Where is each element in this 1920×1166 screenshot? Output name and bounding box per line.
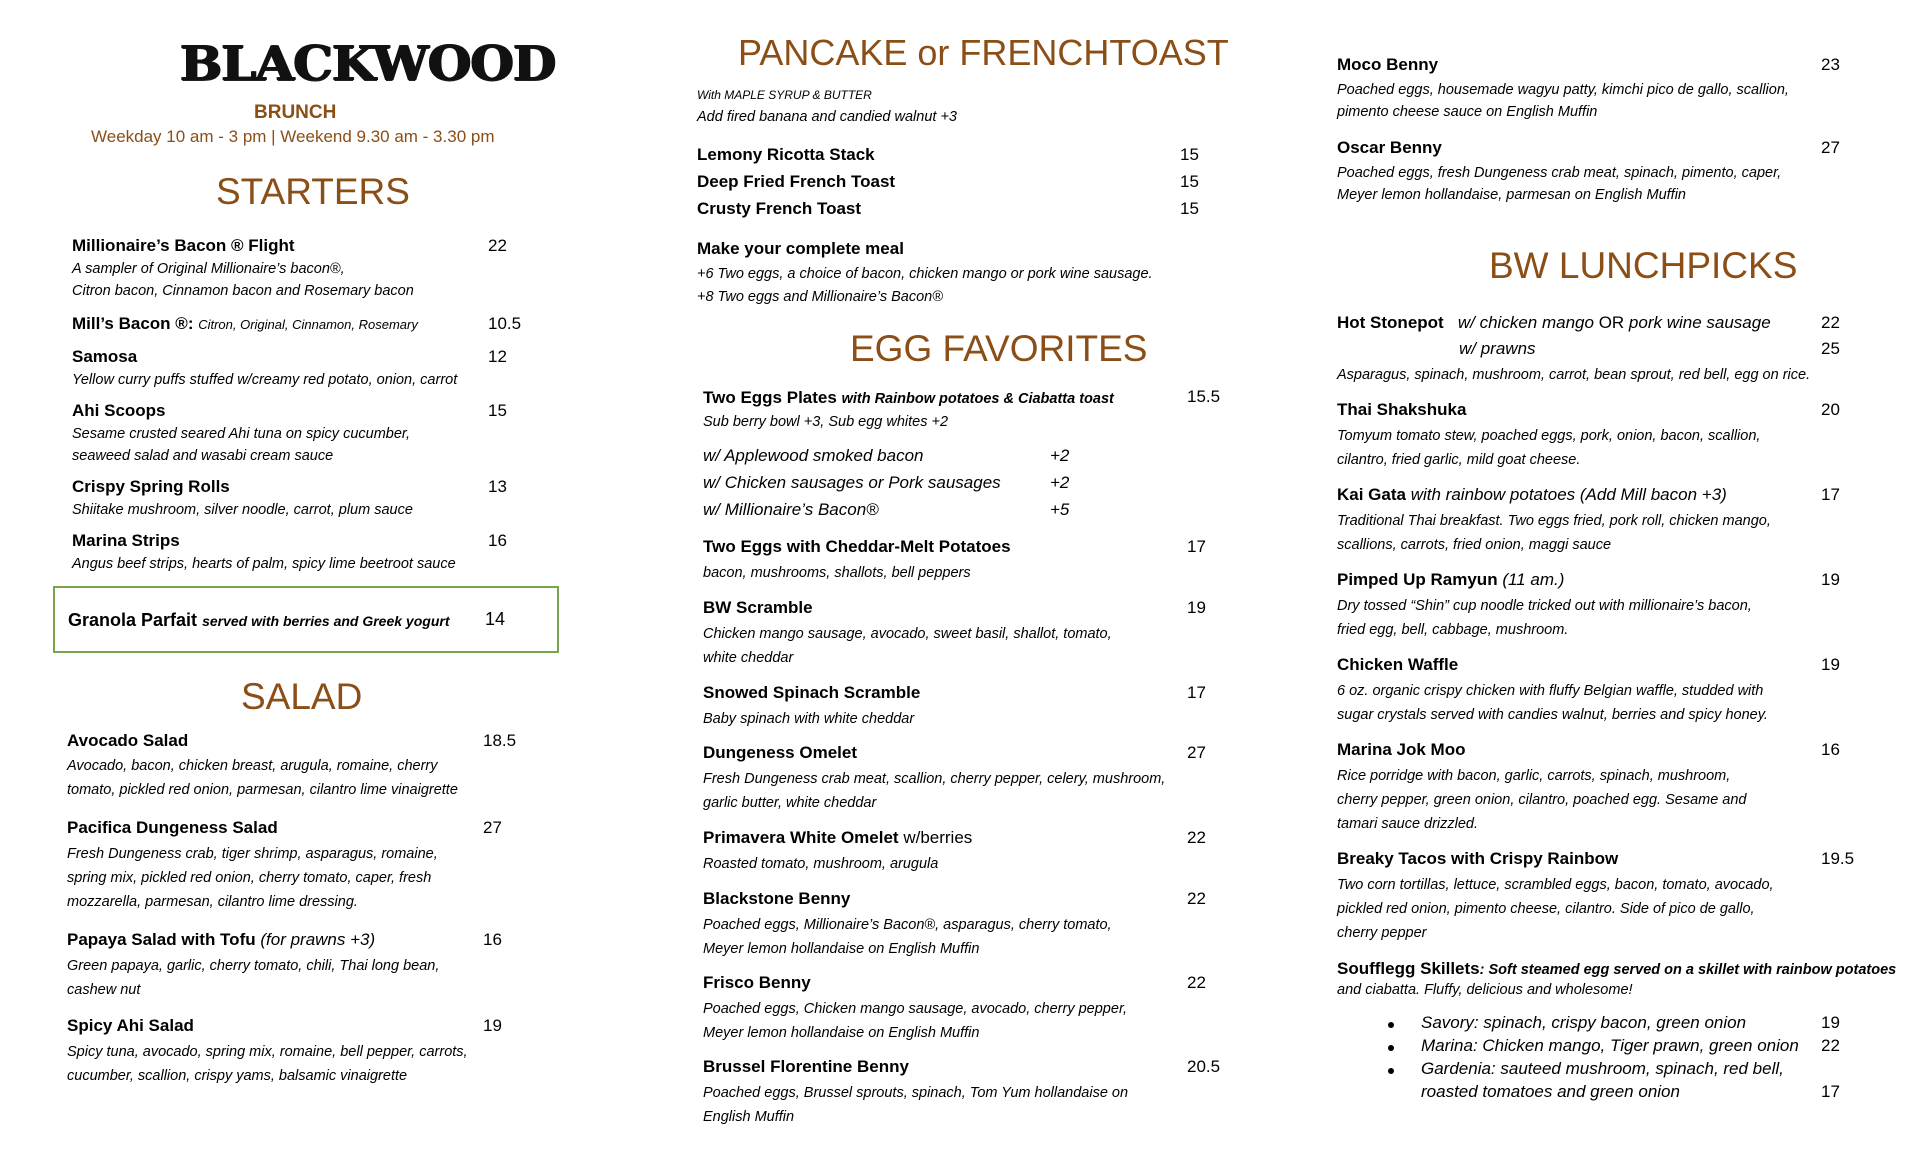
salad-desc: Avocado, bacon, chicken breast, arugula, romaine, cherry (67, 758, 438, 774)
pancake-price: 15 (1180, 172, 1199, 191)
featured-price: 14 (485, 609, 506, 629)
skillet-option: Savory: spinach, crispy bacon, green onion (1421, 1013, 1747, 1032)
egg-price: 17 (1187, 537, 1206, 556)
egg-name-note: with Rainbow potatoes & Ciabatta toast (841, 391, 1114, 407)
lunch-name: Chicken Waffle (1337, 655, 1459, 674)
starter-desc: Angus beef strips, hearts of palm, spicy lime beetroot sauce (72, 556, 456, 572)
benny-desc: pimento cheese sauce on English Muffin (1337, 104, 1598, 120)
lunch-name: Marina Jok Moo (1337, 740, 1466, 759)
lunch-name-text: Hot Stonepot (1337, 313, 1444, 332)
addon-price: +5 (1050, 500, 1070, 519)
brunch-label: BRUNCH (254, 102, 337, 123)
egg-price: 20.5 (1187, 1057, 1221, 1076)
starter-name: Mill’s Bacon ®: Citron, Original, Cinnamon, Rosemary (72, 314, 418, 333)
bullet-icon (1388, 1022, 1394, 1028)
lunch-name-text: Kai Gata (1337, 485, 1406, 504)
egg-name: Dungeness Omelet (703, 743, 857, 762)
egg-name: Two Eggs with Cheddar-Melt Potatoes (703, 537, 1011, 556)
lunch-price: 20 (1821, 400, 1840, 419)
salad-desc: Fresh Dungeness crab, tiger shrimp, asparagus, romaine, (67, 846, 438, 862)
egg-price: 22 (1187, 889, 1206, 908)
starter-price: 12 (488, 347, 507, 366)
salad-desc: cashew nut (67, 982, 141, 998)
lunch-desc: Rice porridge with bacon, garlic, carrots, spinach, mushroom, (1337, 768, 1731, 784)
starter-price: 15 (488, 401, 507, 420)
salad-heading: SALAD (241, 676, 363, 717)
lunch-desc: Two corn tortillas, lettuce, scrambled eggs, bacon, tomato, avocado, (1337, 877, 1774, 893)
lunch-desc: Asparagus, spinach, mushroom, carrot, bean sprout, red bell, egg on rice. (1337, 367, 1811, 383)
lunch-price: 22 (1821, 313, 1840, 332)
skillet-option: roasted tomatoes and green onion (1421, 1082, 1680, 1101)
salad-name: Pacifica Dungeness Salad (67, 818, 278, 837)
addon-label: w/ Millionaire’s Bacon® (703, 500, 879, 519)
starter-price: 16 (488, 531, 507, 550)
pancake-note: Add fired banana and candied walnut +3 (697, 109, 957, 125)
starter-price: 10.5 (488, 314, 522, 333)
stonepot-or: OR (1598, 313, 1625, 332)
stonepot-option: w/ prawns (1459, 339, 1536, 358)
lunch-name-note: with rainbow potatoes (Add Mill bacon +3) (1410, 485, 1727, 504)
skillet-price: 17 (1821, 1082, 1840, 1101)
lunch-desc: fried egg, bell, cabbage, mushroom. (1337, 622, 1569, 638)
starter-desc: seaweed salad and wasabi cream sauce (72, 448, 334, 464)
pancake-name: Lemony Ricotta Stack (697, 145, 875, 164)
salad-name-note: (for prawns +3) (260, 930, 376, 949)
benny-desc: Poached eggs, housemade wagyu patty, kimchi pico de gallo, scallion, (1337, 82, 1789, 98)
benny-price: 23 (1821, 55, 1840, 74)
benny-price: 27 (1821, 138, 1840, 157)
featured-note: served with berries and Greek yogurt (202, 613, 450, 629)
starter-desc: Citron bacon, Cinnamon bacon and Rosemary bacon (72, 283, 414, 299)
starter-inline-note: Citron, Original, Cinnamon, Rosemary (198, 317, 418, 332)
stonepot-option: w/ chicken mango (1457, 313, 1594, 332)
starter-name-text: Mill’s Bacon ® (72, 314, 188, 333)
starter-desc: Sesame crusted seared Ahi tuna on spicy cucumber, (72, 426, 410, 442)
starter-desc: Yellow curry puffs stuffed w/creamy red potato, onion, carrot (72, 372, 458, 388)
egg-name: BW Scramble (703, 598, 813, 617)
lunch-desc: cilantro, fried garlic, mild goat cheese. (1337, 452, 1581, 468)
salad-desc: Green papaya, garlic, cherry tomato, chili, Thai long bean, (67, 958, 440, 974)
egg-favorites-heading: EGG FAVORITES (850, 328, 1148, 369)
meal-title: Make your complete meal (697, 239, 904, 258)
lunchpicks-heading: BW LUNCHPICKS (1489, 245, 1798, 286)
egg-price: 22 (1187, 973, 1206, 992)
hours-text: Weekday 10 am - 3 pm | Weekend 9.30 am - 3.30 pm (91, 127, 495, 146)
egg-name: Brussel Florentine Benny (703, 1057, 909, 1076)
benny-name: Oscar Benny (1337, 138, 1442, 157)
salad-price: 16 (483, 930, 502, 949)
lunch-price: 17 (1821, 485, 1840, 504)
starter-name: Marina Strips (72, 531, 180, 550)
pancake-price: 15 (1180, 199, 1199, 218)
egg-price: 19 (1187, 598, 1206, 617)
benny-desc: Poached eggs, fresh Dungeness crab meat, spinach, pimento, caper, (1337, 165, 1782, 181)
egg-price: 15.5 (1187, 387, 1221, 406)
pancake-heading: PANCAKE or FRENCHTOAST (738, 32, 1229, 73)
egg-name-note: w/berries (903, 828, 973, 847)
featured-name: Granola Parfait (68, 610, 198, 630)
salad-desc: mozzarella, parmesan, cilantro lime dressing. (67, 894, 358, 910)
egg-desc: Roasted tomato, mushroom, arugula (703, 856, 939, 872)
egg-desc: Poached eggs, Brussel sprouts, spinach, Tom Yum hollandaise on (703, 1085, 1129, 1101)
lunch-desc: cherry pepper (1337, 925, 1427, 941)
salad-price: 18.5 (483, 731, 517, 750)
addon-label: w/ Applewood smoked bacon (703, 446, 924, 465)
egg-desc: Sub berry bowl +3, Sub egg whites +2 (703, 414, 949, 430)
skillet-price: 22 (1821, 1036, 1840, 1055)
lunch-desc: Dry tossed “Shin” cup noodle tricked out with millionaire’s bacon, (1337, 598, 1752, 614)
lunch-name (1337, 485, 1727, 505)
salad-desc: spring mix, pickled red onion, cherry tomato, caper, fresh (67, 870, 432, 886)
addon-price: +2 (1050, 473, 1070, 492)
blackwood-logo: BLACKWOOD (180, 35, 556, 92)
egg-desc: Meyer lemon hollandaise on English Muffin (703, 1025, 980, 1041)
lunch-desc: scallions, carrots, fried onion, maggi sauce (1337, 537, 1612, 553)
stonepot-option: pork wine sausage (1628, 313, 1771, 332)
egg-price: 27 (1187, 743, 1206, 762)
egg-desc: English Muffin (703, 1109, 795, 1125)
pancake-name: Deep Fried French Toast (697, 172, 896, 191)
addon-price: +2 (1050, 446, 1070, 465)
salad-desc: cucumber, scallion, crispy yams, balsamic vinaigrette (67, 1068, 408, 1084)
lunch-name: Breaky Tacos with Crispy Rainbow (1337, 849, 1619, 868)
salad-name: Avocado Salad (67, 731, 189, 750)
skillet-option: Marina: Chicken mango, Tiger prawn, green onion (1421, 1036, 1799, 1055)
pancake-name: Crusty French Toast (697, 199, 862, 218)
lunch-price: 19.5 (1821, 849, 1855, 868)
salad-name-text: Papaya Salad with Tofu (67, 930, 256, 949)
lunch-desc: pickled red onion, pimento cheese, cilantro. Side of pico de gallo, (1337, 901, 1755, 917)
pancake-note: With MAPLE SYRUP & BUTTER (697, 88, 872, 102)
benny-desc: Meyer lemon hollandaise, parmesan on English Muffin (1337, 187, 1686, 203)
bullet-icon (1388, 1045, 1394, 1051)
lunch-desc: cherry pepper, green onion, cilantro, poached egg. Sesame and (1337, 792, 1747, 808)
egg-name-text: Primavera White Omelet (703, 828, 899, 847)
starters-heading: STARTERS (216, 171, 410, 212)
bullet-icon (1388, 1068, 1394, 1074)
pancake-price: 15 (1180, 145, 1199, 164)
starter-desc: A sampler of Original Millionaire’s bacon®, (72, 261, 345, 277)
egg-name: Blackstone Benny (703, 889, 851, 908)
lunch-price: 19 (1821, 570, 1840, 589)
lunch-name: Thai Shakshuka (1337, 400, 1467, 419)
lunch-name (1337, 570, 1564, 590)
egg-name (703, 828, 972, 848)
skillets-name: Soufflegg Skillets (1337, 959, 1480, 978)
salad-name: Spicy Ahi Salad (67, 1016, 194, 1035)
skillets-desc: : Soft steamed egg served on a skillet with rainbow potatoes (1479, 962, 1897, 978)
salad-price: 27 (483, 818, 502, 837)
featured-item (68, 609, 449, 633)
salad-desc: tomato, pickled red onion, parmesan, cilantro lime vinaigrette (67, 782, 458, 798)
egg-desc: Chicken mango sausage, avocado, sweet basil, shallot, tomato, (703, 626, 1112, 642)
skillet-option: Gardenia: sauteed mushroom, spinach, red bell, (1421, 1059, 1784, 1078)
benny-name: Moco Benny (1337, 55, 1439, 74)
egg-desc: Baby spinach with white cheddar (703, 711, 915, 727)
egg-name (703, 387, 1114, 411)
egg-name-text: Two Eggs Plates (703, 388, 837, 407)
lunch-price: 25 (1821, 339, 1840, 358)
starter-name: Crispy Spring Rolls (72, 477, 230, 496)
egg-desc: Poached eggs, Millionaire’s Bacon®, asparagus, cherry tomato, (703, 917, 1112, 933)
starter-price: 22 (488, 236, 507, 255)
starter-name: Samosa (72, 347, 138, 366)
egg-name: Snowed Spinach Scramble (703, 683, 921, 702)
meal-option: +8 Two eggs and Millionaire’s Bacon® (697, 289, 943, 305)
salad-price: 19 (483, 1016, 502, 1035)
lunch-name-note: (11 am.) (1502, 570, 1565, 589)
egg-desc: garlic butter, white cheddar (703, 795, 877, 811)
lunch-desc: Traditional Thai breakfast. Two eggs fried, pork roll, chicken mango, (1337, 513, 1771, 529)
egg-price: 22 (1187, 828, 1206, 847)
egg-desc: Fresh Dungeness crab meat, scallion, cherry pepper, celery, mushroom, (703, 771, 1166, 787)
egg-desc: white cheddar (703, 650, 794, 666)
starter-name: Millionaire’s Bacon ® Flight (72, 236, 295, 255)
lunch-price: 19 (1821, 655, 1840, 674)
salad-desc: Spicy tuna, avocado, spring mix, romaine, bell pepper, carrots, (67, 1044, 468, 1060)
starter-desc: Shiitake mushroom, silver noodle, carrot, plum sauce (72, 502, 413, 518)
lunch-desc: tamari sauce drizzled. (1337, 816, 1479, 832)
lunch-desc: 6 oz. organic crispy chicken with fluffy Belgian waffle, studded with (1337, 683, 1764, 699)
egg-name: Frisco Benny (703, 973, 811, 992)
meal-option: +6 Two eggs, a choice of bacon, chicken mango or pork wine sausage. (697, 266, 1153, 282)
lunch-desc: sugar crystals served with candies walnut, berries and spicy honey. (1337, 707, 1768, 723)
lunch-price: 16 (1821, 740, 1840, 759)
egg-desc: Poached eggs, Chicken mango sausage, avocado, cherry pepper, (703, 1001, 1127, 1017)
egg-desc: bacon, mushrooms, shallots, bell peppers (703, 565, 971, 581)
egg-price: 17 (1187, 683, 1206, 702)
skillets-desc: and ciabatta. Fluffy, delicious and wholesome! (1337, 982, 1633, 998)
lunch-name (1337, 313, 1771, 333)
starter-price: 13 (488, 477, 507, 496)
starter-name: Ahi Scoops (72, 401, 166, 420)
skillet-price: 19 (1821, 1013, 1840, 1032)
egg-desc: Meyer lemon hollandaise on English Muffin (703, 941, 980, 957)
lunch-name-text: Pimped Up Ramyun (1337, 570, 1498, 589)
addon-label: w/ Chicken sausages or Pork sausages (703, 473, 1001, 492)
lunch-desc: Tomyum tomato stew, poached eggs, pork, onion, bacon, scallion, (1337, 428, 1761, 444)
salad-name (67, 930, 375, 950)
